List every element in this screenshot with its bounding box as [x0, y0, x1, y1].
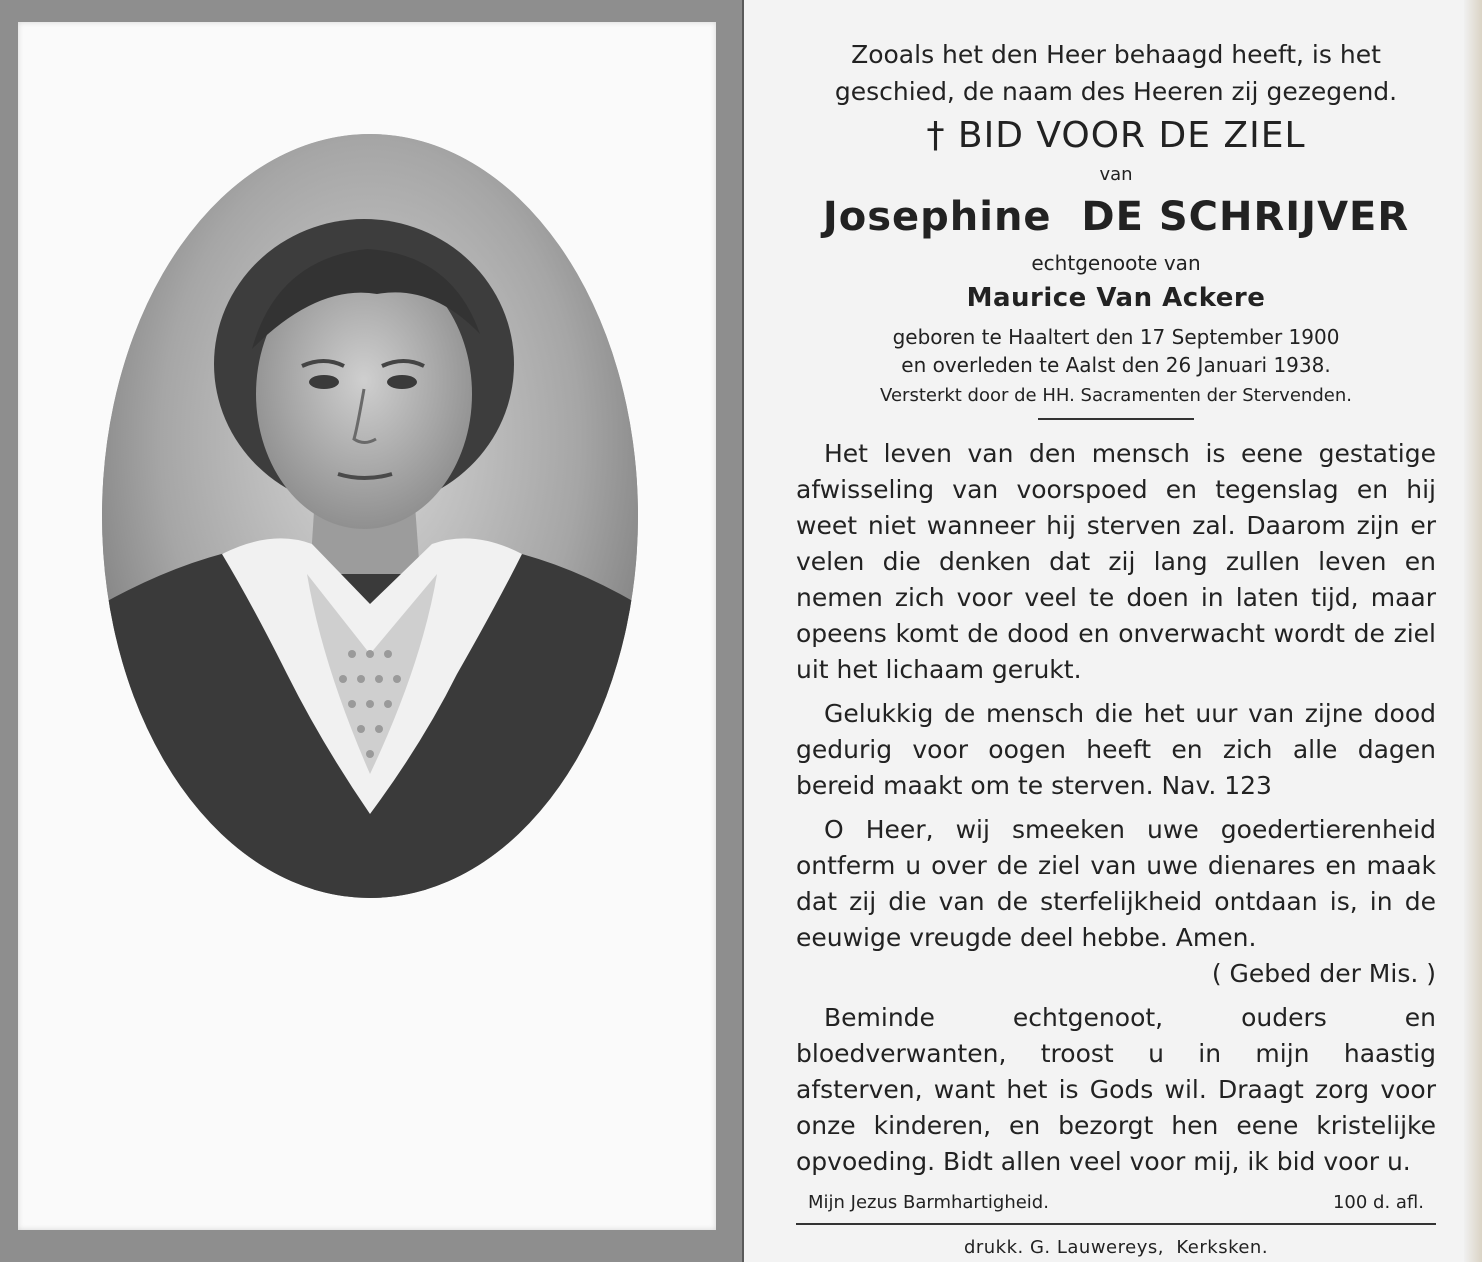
- prayer-heading: † BID VOOR DE ZIEL: [926, 115, 1306, 156]
- portrait-photo: [102, 134, 638, 898]
- spouse-name: Maurice Van Ackere: [966, 283, 1266, 313]
- portrait-illustration: [102, 134, 638, 898]
- memorial-text-card: [742, 0, 1482, 1262]
- paragraph-1: Het leven van den mensch is eene gestatige afwisseling van voorspoed en tegenslag en hij weet niet wanneer hij sterven zal. Daarom zijn er velen die denken dat zij lang zullen leven en nemen zich voor veel te doen in laten tijd, maar opeens komt de dood en onverwacht wordt de ziel uit het lichaam gerukt.: [796, 439, 1436, 684]
- spouse-label: echtgenoote van: [1031, 251, 1201, 275]
- paragraph-3-source: ( Gebed der Mis. ): [1211, 959, 1436, 988]
- paragraph-4: Beminde echtgenoot, ouders en bloedverwanten, troost u in mijn haastig afsterven, want het is Gods wil. Draagt zorg voor onze kinderen, en bezorgt hen eene kristelijke opvoeding. Bidt allen veel voor mij, ik bid voor u.: [796, 1003, 1436, 1176]
- memorial-text: [796, 36, 1436, 1258]
- divider: [1038, 418, 1194, 420]
- indulgence-prayer: Mijn Jezus Barmhartigheid.: [808, 1192, 1049, 1213]
- van-label: van: [1099, 164, 1133, 185]
- printer-credit: drukk. G. Lauwereys, Kerksken.: [963, 1237, 1269, 1258]
- deceased-name: Josephine DE SCHRIJVER: [822, 194, 1410, 240]
- indulgence-row: [808, 1192, 1424, 1213]
- paragraph-3: O Heer, wij smeeken uwe goedertierenheid ontferm u over de ziel van uwe dienares en maak dat zij die van de sterfelijkheid ontdaan is, in de eeuwige vreugde deel hebbe. Amen.: [796, 815, 1436, 952]
- death-line: en overleden te Aalst den 26 Januari 1938.: [901, 353, 1331, 377]
- sacrament-line: Versterkt door de HH. Sacramenten der Stervenden.: [880, 385, 1352, 406]
- verse-line-1: Zooals het den Heer behaagd heeft, is het: [851, 40, 1381, 69]
- verse-line-2: geschied, de naam des Heeren zij gezegend.: [834, 77, 1398, 106]
- opening-verse: [796, 36, 1436, 110]
- footer-divider: [796, 1223, 1436, 1225]
- life-dates: [796, 323, 1436, 379]
- card-edge: [1464, 0, 1482, 1262]
- paragraph-2: Gelukkig de mensch die het uur van zijne dood gedurig voor oogen heeft en zich alle dagen bereid maakt om te sterven. Nav. 123: [796, 699, 1436, 800]
- birth-line: geboren te Haaltert den 17 September 1900: [892, 325, 1340, 349]
- photo-card-paper: [18, 22, 716, 1230]
- indulgence-days: 100 d. afl.: [1332, 1192, 1424, 1213]
